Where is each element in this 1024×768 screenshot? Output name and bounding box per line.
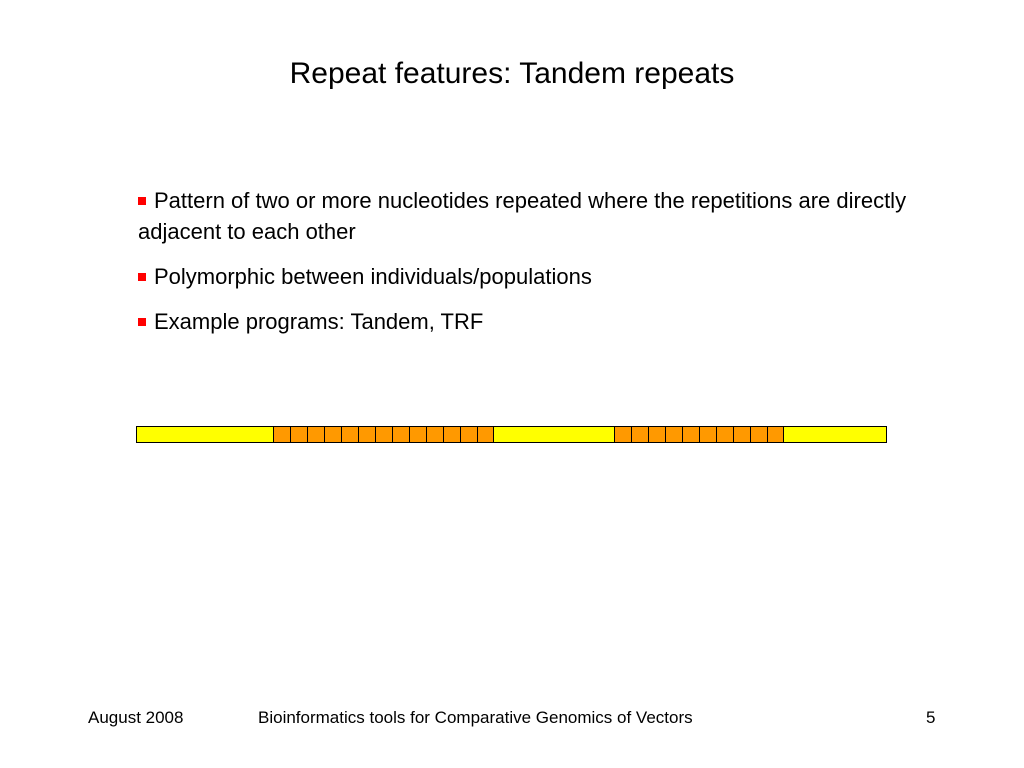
bullet-text: Polymorphic between individuals/populations [154,264,592,289]
repeat-unit [716,427,733,442]
flanking-sequence [784,427,886,442]
repeat-unit [699,427,716,442]
repeat-block [273,427,494,442]
bullet-text: Pattern of two or more nucleotides repeated where the repetitions are directly adjacent to each other [138,188,907,244]
repeat-unit [426,427,443,442]
bullet-list [138,185,918,351]
repeat-unit [682,427,699,442]
tandem-repeat-diagram [136,426,887,443]
repeat-unit [750,427,767,442]
bullet-item [138,185,918,247]
bullet-text: Example programs: Tandem, TRF [154,309,484,334]
repeat-block [614,427,784,442]
flanking-sequence [137,427,273,442]
repeat-unit [443,427,460,442]
repeat-unit [631,427,648,442]
repeat-unit [290,427,307,442]
bullet-item [138,306,918,337]
flanking-sequence [494,427,614,442]
repeat-unit [324,427,341,442]
repeat-unit [460,427,477,442]
footer-date: August 2008 [88,708,184,727]
repeat-unit [767,427,784,442]
repeat-unit [273,427,290,442]
square-bullet-icon [138,197,146,205]
slide-title: Repeat features: Tandem repeats [289,57,735,90]
repeat-unit [358,427,375,442]
repeat-unit [375,427,392,442]
repeat-unit [614,427,631,442]
repeat-unit [409,427,426,442]
square-bullet-icon [138,273,146,281]
repeat-unit [477,427,494,442]
repeat-unit [665,427,682,442]
footer-title: Bioinformatics tools for Comparative Genomics of Vectors [258,708,693,727]
repeat-unit [733,427,750,442]
square-bullet-icon [138,318,146,326]
repeat-unit [307,427,324,442]
repeat-unit [392,427,409,442]
bullet-item [138,261,918,292]
footer-page-number: 5 [926,708,936,727]
repeat-unit [341,427,358,442]
repeat-unit [648,427,665,442]
